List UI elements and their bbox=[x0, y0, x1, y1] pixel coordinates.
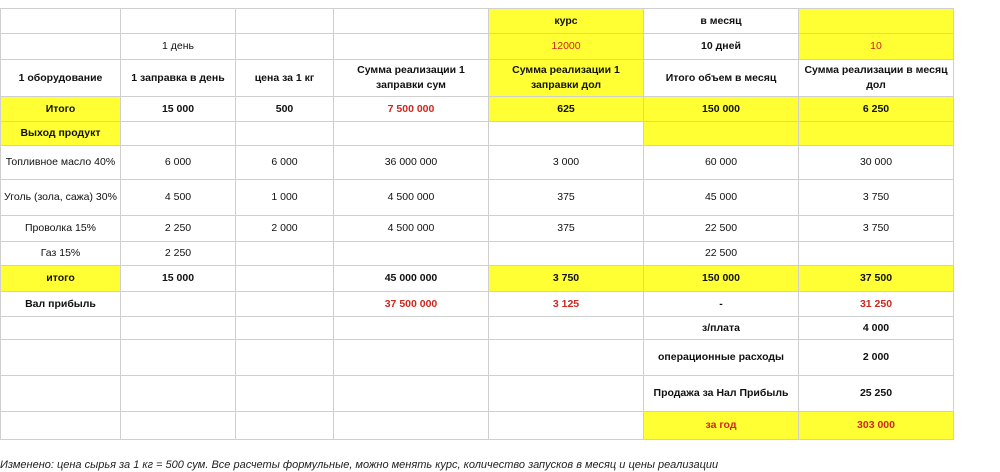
product-sum-sum-cell[interactable]: 36 000 000 bbox=[334, 146, 489, 180]
summary-label-cell[interactable]: операционные расходы bbox=[644, 340, 799, 376]
cell-empty[interactable] bbox=[799, 9, 954, 34]
profit-sum-sum-cell[interactable]: 37 500 000 bbox=[334, 292, 489, 317]
days-value-cell[interactable]: 10 дней bbox=[644, 34, 799, 60]
product-sum-sum-cell[interactable] bbox=[334, 242, 489, 266]
cell-empty[interactable] bbox=[1, 340, 121, 376]
cell-empty[interactable] bbox=[1, 376, 121, 412]
cell-empty[interactable] bbox=[334, 340, 489, 376]
cell-empty[interactable] bbox=[121, 9, 236, 34]
cell-empty[interactable] bbox=[236, 292, 334, 317]
product-sum-usd-cell[interactable]: 375 bbox=[489, 216, 644, 242]
header-row-2 bbox=[1, 34, 954, 60]
cell-empty[interactable] bbox=[1, 317, 121, 340]
volume-month-header[interactable]: Итого объем в месяц bbox=[644, 60, 799, 97]
product-sum-month-cell[interactable]: 30 000 bbox=[799, 146, 954, 180]
cell-empty[interactable] bbox=[121, 122, 236, 146]
year-row bbox=[1, 412, 954, 440]
product-sum-sum-cell[interactable]: 4 500 000 bbox=[334, 216, 489, 242]
cell-empty[interactable] bbox=[121, 292, 236, 317]
product-name-cell[interactable]: Проволка 15% bbox=[1, 216, 121, 242]
product-price-cell[interactable]: 2 000 bbox=[236, 216, 334, 242]
product-name-cell[interactable]: Топливное масло 40% bbox=[1, 146, 121, 180]
sum-sum-header[interactable]: Сумма реализации 1 заправки сум bbox=[334, 60, 489, 97]
product-per-day-cell[interactable]: 4 500 bbox=[121, 180, 236, 216]
cell-empty[interactable] bbox=[334, 122, 489, 146]
count-value-cell[interactable]: 10 bbox=[799, 34, 954, 60]
footnote: Изменено: цена сырья за 1 кг = 500 сум. Все расчеты формульные, можно менять курс, количество запусков в месяц и цены реализации bbox=[0, 459, 719, 471]
product-sum-month-cell[interactable] bbox=[799, 242, 954, 266]
total-label-cell[interactable]: Итого bbox=[1, 97, 121, 122]
year-value-cell[interactable]: 303 000 bbox=[799, 412, 954, 440]
itogo-row bbox=[1, 266, 954, 292]
product-volume-month-cell[interactable]: 60 000 bbox=[644, 146, 799, 180]
cell-empty[interactable] bbox=[236, 340, 334, 376]
cell-empty[interactable] bbox=[334, 34, 489, 60]
product-per-day-cell[interactable]: 6 000 bbox=[121, 146, 236, 180]
summary-value-cell[interactable]: 2 000 bbox=[799, 340, 954, 376]
cell-empty[interactable] bbox=[489, 412, 644, 440]
product-row bbox=[1, 146, 954, 180]
total-sum-sum-cell[interactable]: 7 500 000 bbox=[334, 97, 489, 122]
product-price-cell[interactable]: 6 000 bbox=[236, 146, 334, 180]
cell-empty[interactable] bbox=[489, 317, 644, 340]
cell-empty[interactable] bbox=[236, 122, 334, 146]
cell-empty[interactable] bbox=[489, 122, 644, 146]
itogo-per-day-cell[interactable]: 15 000 bbox=[121, 266, 236, 292]
profit-label-cell[interactable]: Вал прибыль bbox=[1, 292, 121, 317]
cell-empty[interactable] bbox=[236, 376, 334, 412]
cell-empty[interactable] bbox=[799, 122, 954, 146]
kurs-value-cell[interactable]: 12000 bbox=[489, 34, 644, 60]
cell-empty[interactable] bbox=[1, 34, 121, 60]
month-header-cell[interactable]: в месяц bbox=[644, 9, 799, 34]
cell-empty[interactable] bbox=[121, 376, 236, 412]
output-label-cell[interactable]: Выход продукт bbox=[1, 122, 121, 146]
product-row bbox=[1, 216, 954, 242]
itogo-volume-month-cell[interactable]: 150 000 bbox=[644, 266, 799, 292]
product-price-cell[interactable] bbox=[236, 242, 334, 266]
output-row bbox=[1, 122, 954, 146]
summary-label-cell[interactable]: з/плата bbox=[644, 317, 799, 340]
summary-row bbox=[1, 340, 954, 376]
profit-sum-month-cell[interactable]: 31 250 bbox=[799, 292, 954, 317]
product-sum-month-cell[interactable]: 3 750 bbox=[799, 180, 954, 216]
summary-label-cell[interactable]: Продажа за Нал Прибыль bbox=[644, 376, 799, 412]
total-price-cell[interactable]: 500 bbox=[236, 97, 334, 122]
product-row bbox=[1, 242, 954, 266]
total-sum-month-cell[interactable]: 6 250 bbox=[799, 97, 954, 122]
product-sum-usd-cell[interactable] bbox=[489, 242, 644, 266]
product-volume-month-cell[interactable]: 22 500 bbox=[644, 242, 799, 266]
product-name-cell[interactable]: Уголь (зола, сажа) 30% bbox=[1, 180, 121, 216]
cell-empty[interactable] bbox=[334, 317, 489, 340]
product-sum-month-cell[interactable]: 3 750 bbox=[799, 216, 954, 242]
total-sum-usd-cell[interactable]: 625 bbox=[489, 97, 644, 122]
summary-row bbox=[1, 317, 954, 340]
cell-empty[interactable] bbox=[1, 412, 121, 440]
cell-empty[interactable] bbox=[121, 340, 236, 376]
itogo-label-cell[interactable]: итого bbox=[1, 266, 121, 292]
product-volume-month-cell[interactable]: 22 500 bbox=[644, 216, 799, 242]
product-per-day-cell[interactable]: 2 250 bbox=[121, 216, 236, 242]
cell-empty[interactable] bbox=[236, 34, 334, 60]
product-sum-usd-cell[interactable]: 375 bbox=[489, 180, 644, 216]
cell-empty[interactable] bbox=[334, 412, 489, 440]
cell-empty[interactable] bbox=[121, 317, 236, 340]
itogo-sum-usd-cell[interactable]: 3 750 bbox=[489, 266, 644, 292]
price-header[interactable]: цена за 1 кг bbox=[236, 60, 334, 97]
per-day-header[interactable]: 1 заправка в день bbox=[121, 60, 236, 97]
summary-value-cell[interactable]: 4 000 bbox=[799, 317, 954, 340]
product-price-cell[interactable]: 1 000 bbox=[236, 180, 334, 216]
cell-empty[interactable] bbox=[121, 412, 236, 440]
sum-month-header[interactable]: Сумма реализации в месяц дол bbox=[799, 60, 954, 97]
product-row bbox=[1, 180, 954, 216]
cell-empty[interactable] bbox=[334, 9, 489, 34]
cell-empty[interactable] bbox=[236, 317, 334, 340]
cell-empty[interactable] bbox=[1, 9, 121, 34]
sum-usd-header[interactable]: Сумма реализации 1 заправки дол bbox=[489, 60, 644, 97]
profit-sum-usd-cell[interactable]: 3 125 bbox=[489, 292, 644, 317]
cell-empty[interactable] bbox=[334, 376, 489, 412]
total-volume-month-cell[interactable]: 150 000 bbox=[644, 97, 799, 122]
cell-empty[interactable] bbox=[236, 266, 334, 292]
profit-row bbox=[1, 292, 954, 317]
total-per-day-cell[interactable]: 15 000 bbox=[121, 97, 236, 122]
cell-empty[interactable] bbox=[644, 122, 799, 146]
profit-volume-month-cell[interactable]: - bbox=[644, 292, 799, 317]
header-row-1 bbox=[1, 9, 954, 34]
product-volume-month-cell[interactable]: 45 000 bbox=[644, 180, 799, 216]
summary-value-cell[interactable]: 25 250 bbox=[799, 376, 954, 412]
spreadsheet-table bbox=[0, 8, 954, 440]
year-label-cell[interactable]: за год bbox=[644, 412, 799, 440]
equipment-header[interactable]: 1 оборудование bbox=[1, 60, 121, 97]
kurs-header-cell[interactable]: курс bbox=[489, 9, 644, 34]
product-name-cell[interactable]: Газ 15% bbox=[1, 242, 121, 266]
summary-row bbox=[1, 376, 954, 412]
cell-empty[interactable] bbox=[236, 412, 334, 440]
cell-empty[interactable] bbox=[489, 340, 644, 376]
total-row bbox=[1, 97, 954, 122]
column-header-row bbox=[1, 60, 954, 97]
itogo-sum-month-cell[interactable]: 37 500 bbox=[799, 266, 954, 292]
product-per-day-cell[interactable]: 2 250 bbox=[121, 242, 236, 266]
product-sum-sum-cell[interactable]: 4 500 000 bbox=[334, 180, 489, 216]
cell-empty[interactable] bbox=[489, 376, 644, 412]
cell-empty[interactable] bbox=[236, 9, 334, 34]
itogo-sum-sum-cell[interactable]: 45 000 000 bbox=[334, 266, 489, 292]
product-sum-usd-cell[interactable]: 3 000 bbox=[489, 146, 644, 180]
day-label-cell[interactable]: 1 день bbox=[121, 34, 236, 60]
